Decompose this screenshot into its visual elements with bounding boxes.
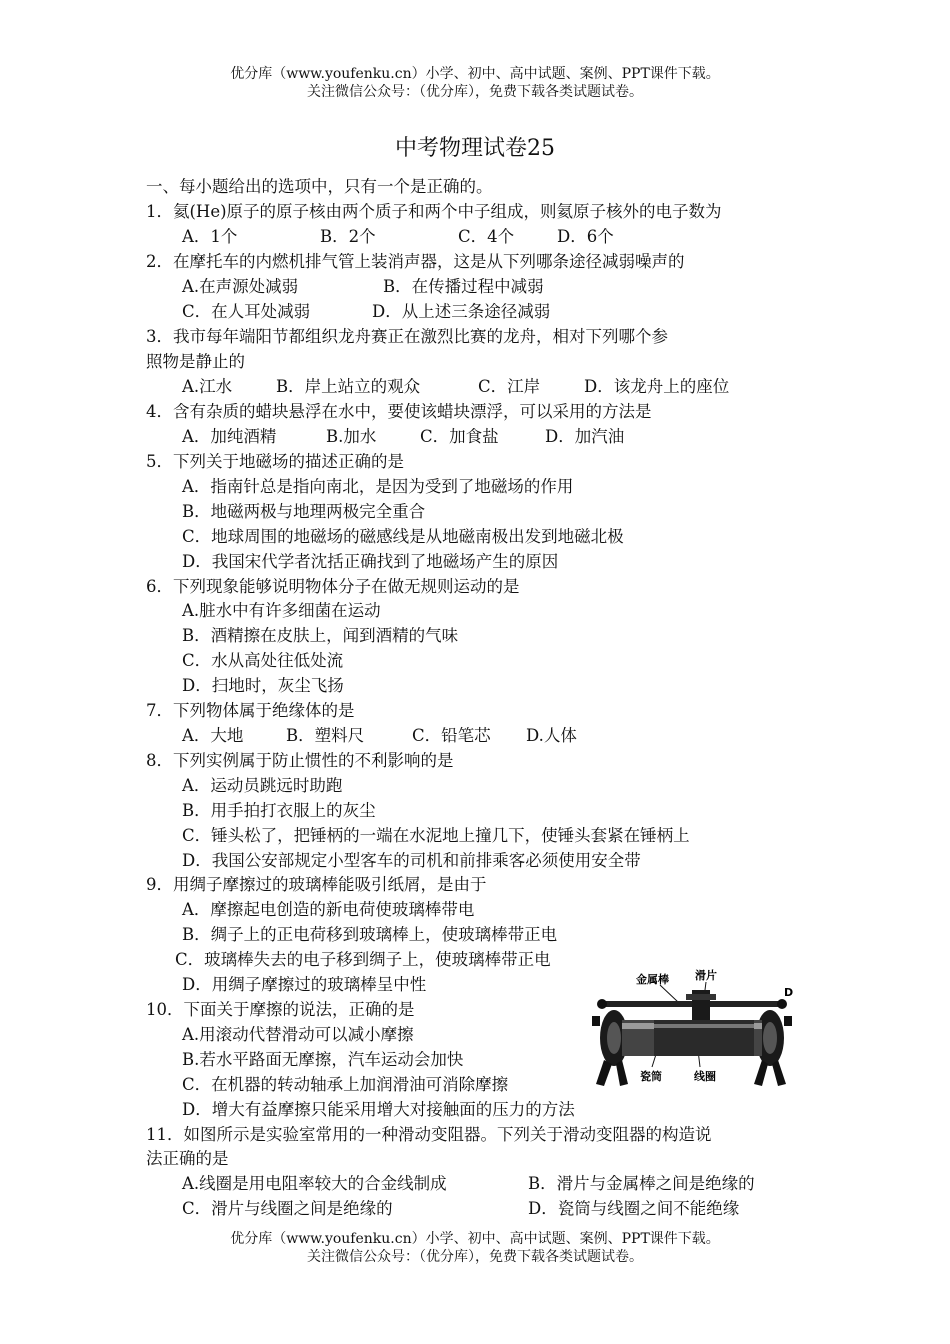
- q6-option-a: A.脏水中有许多细菌在运动: [182, 601, 381, 620]
- q11-option-c: C．滑片与线圈之间是绝缘的: [182, 1199, 393, 1218]
- label-slider: 滑片: [695, 969, 717, 982]
- q8-option-b: B．用手拍打衣服上的灰尘: [182, 801, 376, 820]
- q1-option-d: D．6个: [557, 227, 614, 246]
- q4-option-c: C．加食盐: [420, 427, 499, 446]
- q4-option-a: A．加纯酒精: [182, 427, 277, 446]
- q2-option-d: D．从上述三条途径减弱: [372, 302, 551, 321]
- section-heading: 一、每小题给出的选项中，只有一个是正确的。: [146, 177, 493, 196]
- q9-stem: 9．用绸子摩擦过的玻璃棒能吸引纸屑，是由于: [146, 875, 487, 894]
- q10-option-d: D．增大有益摩擦只能采用增大对接触面的压力的方法: [182, 1100, 575, 1119]
- q1-option-c: C．4个: [458, 227, 515, 246]
- q4-option-b: B.加水: [326, 427, 377, 446]
- q4-option-d: D．加汽油: [545, 427, 625, 446]
- q10-option-c: C．在机器的转动轴承上加润滑油可消除摩擦: [182, 1075, 509, 1094]
- rheostat-drawing: [582, 968, 800, 1092]
- header-line-2: 关注微信公众号：（优分库），免费下载各类试题试卷。: [307, 84, 643, 100]
- q6-option-b: B．酒精擦在皮肤上，闻到酒精的气味: [182, 626, 459, 645]
- q11-option-d: D．瓷筒与线圈之间不能绝缘: [528, 1199, 740, 1218]
- label-porcelain-tube: 瓷筒: [640, 1070, 662, 1083]
- q1-option-a: A．1个: [182, 227, 238, 246]
- q3-option-a: A.江水: [182, 377, 233, 396]
- q3-option-d: D．该龙舟上的座位: [584, 377, 730, 396]
- q6-stem: 6．下列现象能够说明物体分子在做无规则运动的是: [146, 577, 520, 596]
- label-metal-rod: 金属棒: [636, 973, 669, 986]
- label-terminal-d: D: [784, 986, 794, 999]
- q3-stem-line-1: 3．我市每年端阳节都组织龙舟赛正在激烈比赛的龙舟，相对下列哪个参: [146, 327, 668, 346]
- q2-stem: 2．在摩托车的内燃机排气管上装消声器，这是从下列哪条途径减弱噪声的: [146, 252, 685, 271]
- q8-option-d: D．我国公安部规定小型客车的司机和前排乘客必须使用安全带: [182, 851, 641, 870]
- q6-option-d: D．扫地时，灰尘飞扬: [182, 676, 344, 695]
- q5-option-c: C．地球周围的地磁场的磁感线是从地磁南极出发到地磁北极: [182, 527, 624, 546]
- q7-stem: 7．下列物体属于绝缘体的是: [146, 701, 355, 720]
- q10-stem: 10．下面关于摩擦的说法，正确的是: [146, 1000, 415, 1019]
- q7-option-b: B．塑料尺: [286, 726, 365, 745]
- q4-stem: 4．含有杂质的蜡块悬浮在水中，要使该蜡块漂浮，可以采用的方法是: [146, 402, 652, 421]
- q9-option-b: B．绸子上的正电荷移到玻璃棒上，使玻璃棒带正电: [182, 925, 558, 944]
- header-line-1: 优分库（www.youfenku.cn）小学、初中、高中试题、案例、PPT课件下载。: [230, 66, 720, 82]
- q2-option-b: B．在传播过程中减弱: [383, 277, 544, 296]
- q2-option-c: C．在人耳处减弱: [182, 302, 311, 321]
- q10-option-a: A.用滚动代替滑动可以减小摩擦: [182, 1025, 414, 1044]
- q7-option-d: D.人体: [526, 726, 577, 745]
- q11-option-a: A.线圈是用电阻率较大的合金线制成: [182, 1174, 447, 1193]
- label-coil: 线圈: [694, 1070, 716, 1083]
- q3-stem-line-2: 照物是静止的: [146, 352, 245, 371]
- footer-line-1: 优分库（www.youfenku.cn）小学、初中、高中试题、案例、PPT课件下载。: [230, 1231, 720, 1247]
- q2-option-a: A.在声源处减弱: [182, 277, 299, 296]
- q5-stem: 5．下列关于地磁场的描述正确的是: [146, 452, 404, 471]
- q6-option-c: C．水从高处往低处流: [182, 651, 344, 670]
- page-title: 中考物理试卷25: [395, 136, 555, 161]
- q11-option-b: B．滑片与金属棒之间是绝缘的: [528, 1174, 755, 1193]
- q7-option-c: C．铅笔芯: [412, 726, 491, 745]
- footer-line-2: 关注微信公众号：（优分库），免费下载各类试题试卷。: [307, 1249, 643, 1265]
- q3-option-c: C．江岸: [478, 377, 541, 396]
- q11-stem-line-1: 11．如图所示是实验室常用的一种滑动变阻器。下列关于滑动变阻器的构造说: [146, 1125, 712, 1144]
- q5-option-a: A．指南针总是指向南北，是因为受到了地磁场的作用: [182, 477, 574, 496]
- rheostat-figure: [582, 968, 800, 1092]
- q10-option-b: B.若水平路面无摩擦，汽车运动会加快: [182, 1050, 464, 1069]
- q8-stem: 8．下列实例属于防止惯性的不利影响的是: [146, 751, 454, 770]
- q1-option-b: B．2个: [320, 227, 376, 246]
- q11-stem-line-2: 法正确的是: [146, 1149, 229, 1168]
- q7-option-a: A．大地: [182, 726, 244, 745]
- q8-option-a: A．运动员跳远时助跑: [182, 776, 343, 795]
- q9-option-a: A．摩擦起电创造的新电荷使玻璃棒带电: [182, 900, 475, 919]
- q1-stem: 1．氦(He)原子的原子核由两个质子和两个中子组成，则氦原子核外的电子数为: [146, 202, 722, 221]
- q8-option-c: C．锤头松了，把锤柄的一端在水泥地上撞几下，使锤头套紧在锤柄上: [182, 826, 690, 845]
- q5-option-d: D．我国宋代学者沈括正确找到了地磁场产生的原因: [182, 552, 559, 571]
- q5-option-b: B．地磁两极与地理两极完全重合: [182, 502, 426, 521]
- q3-option-b: B．岸上站立的观众: [276, 377, 421, 396]
- q9-option-c: C．玻璃棒失去的电子移到绸子上，使玻璃棒带正电: [175, 950, 551, 969]
- q9-option-d: D．用绸子摩擦过的玻璃棒呈中性: [182, 975, 427, 994]
